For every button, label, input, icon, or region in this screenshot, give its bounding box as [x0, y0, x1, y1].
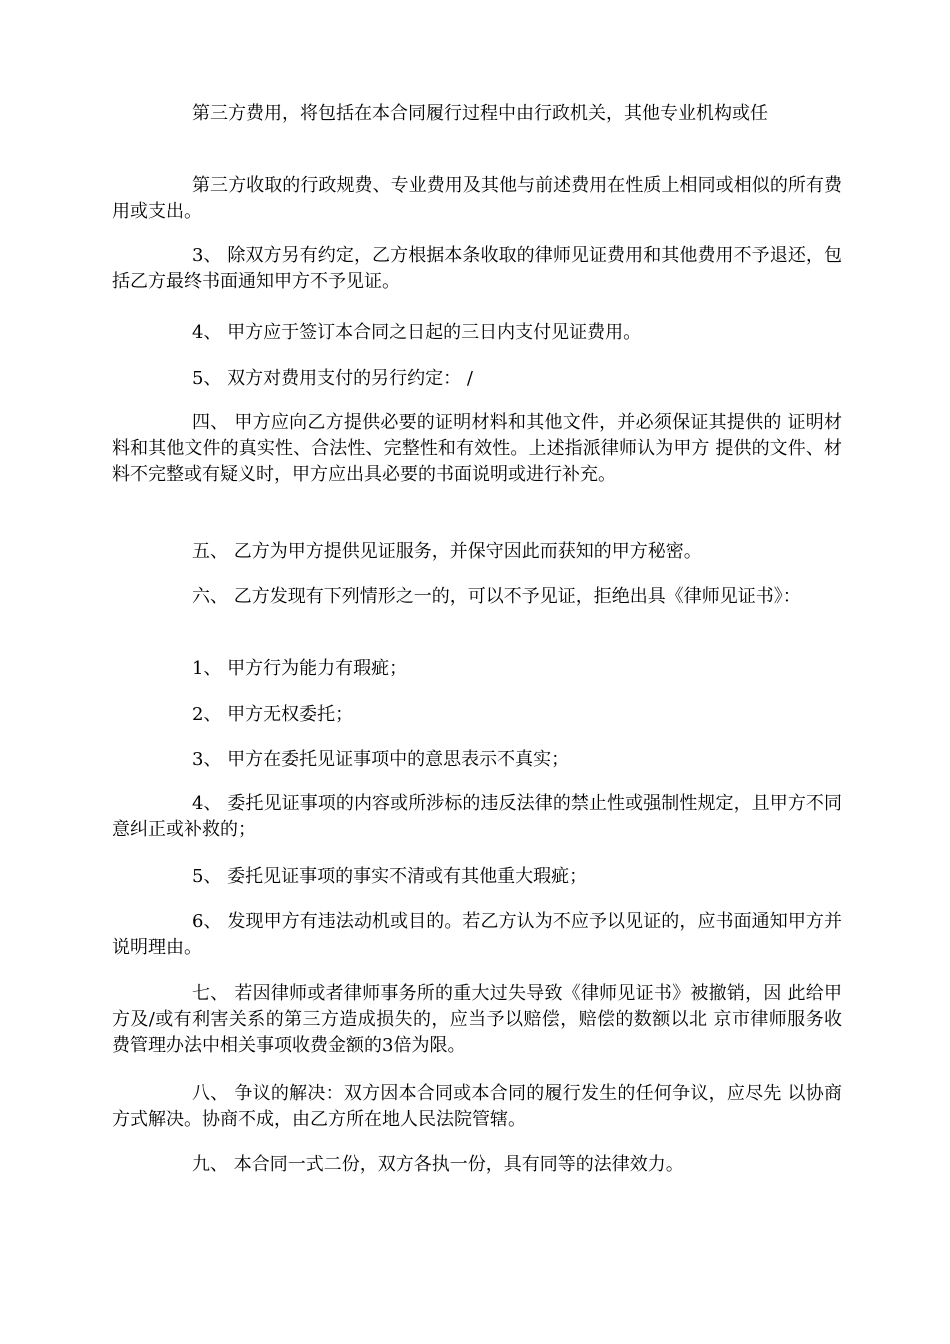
paragraph-case-6: 6、 发现甲方有违法动机或目的。若乙方认为不应予以见证的，应书面通知甲方并说明理由。 [112, 911, 842, 958]
paragraph-case-5: 5、 委托见证事项的事实不清或有其他重大瑕疵； [192, 866, 588, 887]
paragraph-clause-4-payment-deadline: 4、 甲方应于签订本合同之日起的三日内支付见证费用。 [192, 322, 642, 343]
paragraph-case-2: 2、 甲方无权委托； [192, 704, 354, 725]
paragraph-case-1: 1、 甲方行为能力有瑕疵； [192, 658, 408, 679]
paragraph-third-party-fees: 第三方费用，将包括在本合同履行过程中由行政机关，其他专业机构或任 [192, 103, 768, 124]
paragraph-article-6-refusal: 六、 乙方发现有下列情形之一的，可以不予见证，拒绝出具《律师见证书》： [192, 586, 801, 607]
paragraph-article-8-disputes: 八、 争议的解决：双方因本合同或本合同的履行发生的任何争议，应尽先 以协商方式解决。协商不成，由乙方所在地人民法院管辖。 [112, 1083, 842, 1130]
paragraph-article-4-materials: 四、 甲方应向乙方提供必要的证明材料和其他文件，并必须保证其提供的 证明材料和其他文件的真实性、合法性、完整性和有效性。上述指派律师认为甲方 提供的文件、材料不完整或有疑义时，甲方应出具必要的书面说明或进行补充。 [112, 412, 842, 485]
paragraph-article-7-liability: 七、 若因律师或者律师事务所的重大过失导致《律师见证书》被撤销，因 此给甲方及/或有利害关系的第三方造成损失的，应当予以赔偿，赔偿的数额以北 京市律师服务收费管理办法中相关事项收费金额的3倍为限。 [112, 983, 842, 1056]
paragraph-article-9-copies: 九、 本合同一式二份，双方各执一份，具有同等的法律效力。 [192, 1154, 684, 1175]
paragraph-case-3: 3、 甲方在委托见证事项中的意思表示不真实； [192, 749, 570, 770]
paragraph-article-5-confidentiality: 五、 乙方为甲方提供见证服务，并保守因此而获知的甲方秘密。 [192, 541, 702, 562]
paragraph-third-party-charges: 第三方收取的行政规费、专业费用及其他与前述费用在性质上相同或相似的所有费用或支出。 [112, 175, 842, 222]
paragraph-clause-5-other-agreement: 5、 双方对费用支付的另行约定： / [192, 368, 473, 389]
paragraph-case-4: 4、 委托见证事项的内容或所涉标的违反法律的禁止性或强制性规定，且甲方不同意纠正或补救的； [112, 793, 842, 840]
paragraph-clause-3-no-refund: 3、 除双方另有约定，乙方根据本条收取的律师见证费用和其他费用不予退还，包括乙方最终书面通知甲方不予见证。 [112, 245, 842, 292]
